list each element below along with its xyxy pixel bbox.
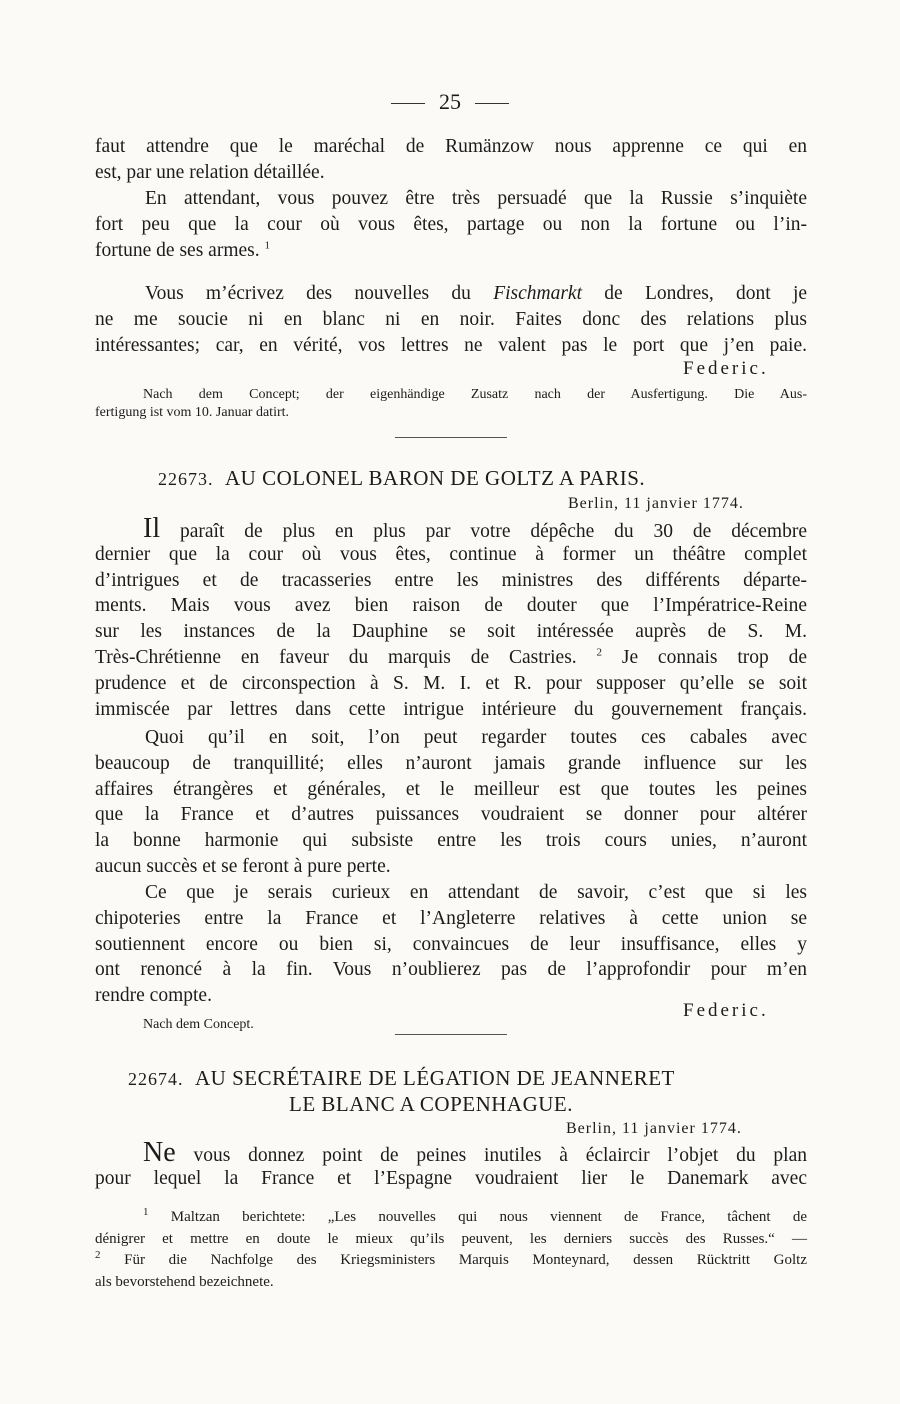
letter-paragraph-2 <box>95 725 807 880</box>
text-span: paraît de plus en plus par votre dépêche du 30 de décembre <box>160 521 807 542</box>
text-span: Maltzan berichtete: „Les nouvelles qui nous viennent de France, tâchent de <box>148 1209 807 1225</box>
signature: Federic. <box>683 1000 769 1021</box>
footnote-1 <box>95 1207 807 1229</box>
continuation-paragraph-2 <box>95 186 807 263</box>
letter-title: AU COLONEL BARON DE GOLTZ A PARIS. <box>225 466 646 490</box>
text-line: intéressantes; car, en vérité, vos lettres ne valent pas le port que j’en paie. <box>95 334 807 356</box>
text-line <box>95 645 807 671</box>
page-number-text: 25 <box>439 89 461 114</box>
text-line: ont renoncé à la fin. Vous n’oublierez pas de l’approfondir pour m’en <box>95 959 807 981</box>
text-line: sur les instances de la Dauphine se soit intéressée auprès de S. M. <box>95 621 807 643</box>
initial-word: Il <box>143 513 161 544</box>
text-line <box>95 238 807 264</box>
editorial-note: Nach dem Concept. <box>143 1017 254 1032</box>
text-line: Quoi qu’il en soit, l’on peut regarder toutes ces cabales avec <box>145 727 807 748</box>
text-line: Ce que je serais curieux en attendant de savoir, c’est que si les <box>145 882 807 903</box>
text-line: d’intrigues et de tracasseries entre les ministres des différents départe- <box>95 569 807 591</box>
letter-date: Berlin, 11 janvier 1774. <box>566 1120 742 1137</box>
text-line: la bonne harmonie qui subsiste entre les trois cours unies, n’auront <box>95 830 807 852</box>
text-line <box>95 281 807 307</box>
text-line: affaires étrangères et générales, et le meilleur est que toutes les peines <box>95 778 807 800</box>
italic-term: Fischmarkt <box>493 283 583 304</box>
footnote-ref: 1 <box>264 239 270 252</box>
text-span: Très-Chrétienne en faveur du marquis de Castries. <box>95 646 577 668</box>
text-span: vous donnez point de peines inutiles à éclaircir l’objet du plan <box>175 1145 807 1166</box>
footnote-line: als bevorstehend bezeichnete. <box>95 1273 274 1290</box>
text-line: fort peu que la cour où vous êtes, partage ou non la fortune ou l’in- <box>95 213 807 235</box>
letter-date: Berlin, 11 janvier 1774. <box>568 495 744 512</box>
text-line: beaucoup de tranquillité; elles n’auront jamais grande influence sur les <box>95 752 807 774</box>
text-line: En attendant, vous pouvez être très persuadé que la Russie s’inquiète <box>145 188 807 209</box>
letter-paragraph-3 <box>95 880 807 1009</box>
footnote-mark: 2 <box>95 1249 101 1261</box>
footnote-mark: 1 <box>143 1206 149 1218</box>
footnote-line: dénigrer et mettre en doute le mieux qu’ils peuvent, les derniers succès des Russes.“ — <box>95 1230 807 1247</box>
text-line <box>95 513 807 544</box>
editorial-note <box>95 386 807 422</box>
letter-paragraph-1 <box>95 1137 807 1192</box>
section-divider <box>395 1034 507 1035</box>
text-span: Je connais trop de <box>602 646 807 668</box>
initial-word: Ne <box>143 1137 176 1168</box>
text-span: Für die Nachfolge des Kriegsministers Marquis Monteynard, dessen Rücktritt Goltz <box>100 1252 807 1268</box>
page-number-dash-left <box>391 103 425 104</box>
footnote-ref: 2 <box>596 646 603 659</box>
text-line: dernier que la cour où vous êtes, continue à former un théâtre complet <box>95 543 807 565</box>
letter-heading <box>128 1066 675 1091</box>
text-line: aucun succès et se feront à pure perte. <box>95 855 391 877</box>
letter-title: AU SECRÉTAIRE DE LÉGATION DE JEANNERET <box>195 1066 675 1090</box>
text-line <box>95 1137 807 1168</box>
text-line: faut attendre que le maréchal de Rumänzow nous apprenne ce qui en <box>95 136 807 157</box>
footnotes <box>95 1207 807 1293</box>
text-line: chipoteries entre la France et l’Angleterre relatives à cette union se <box>95 907 807 929</box>
letter-heading <box>158 466 645 491</box>
page-number-dash-right <box>475 103 509 104</box>
text-line: est, par une relation détaillée. <box>95 161 325 183</box>
text-line: rendre compte. <box>95 985 212 1007</box>
text-line: ne me soucie ni en blanc ni en noir. Faites donc des relations plus <box>95 308 807 330</box>
continuation-paragraph-3 <box>95 281 807 358</box>
page-number <box>0 88 900 116</box>
letter-paragraph-1 <box>95 513 807 722</box>
text-span: Vous m’écrivez des nouvelles du <box>145 283 494 304</box>
text-line: pour lequel la France et l’Espagne voudraient lier le Danemark avec <box>95 1167 807 1189</box>
text-line: immiscée par lettres dans cette intrigue intérieure du gouvernement français. <box>95 698 807 720</box>
text-line: ments. Mais vous avez bien raison de douter que l’Impératrice-Reine <box>95 595 807 617</box>
text-span: fortune de ses armes. <box>95 239 260 261</box>
note-line: fertigung ist vom 10. Januar datirt. <box>95 405 290 420</box>
section-divider <box>395 437 507 438</box>
signature: Federic. <box>683 358 769 379</box>
letter-number: 22674. <box>128 1069 184 1089</box>
letter-title-line-2: LE BLANC A COPENHAGUE. <box>289 1092 574 1116</box>
note-line: Nach dem Concept; der eigenhändige Zusatz nach der Ausfertigung. Die Aus- <box>143 387 807 402</box>
letter-number: 22673. <box>158 469 214 489</box>
continuation-paragraph-1 <box>95 134 807 186</box>
text-span: de Londres, dont je <box>582 283 808 304</box>
text-line: que la France et d’autres puissances voudraient se donner pour altérer <box>95 804 807 826</box>
footnote-2 <box>95 1250 807 1272</box>
text-line: soutiennent encore ou bien si, convaincues de leur insuffisance, elles y <box>95 933 807 955</box>
text-line: prudence et de circonspection à S. M. I. et R. pour supposer qu’elle se soit <box>95 672 807 694</box>
